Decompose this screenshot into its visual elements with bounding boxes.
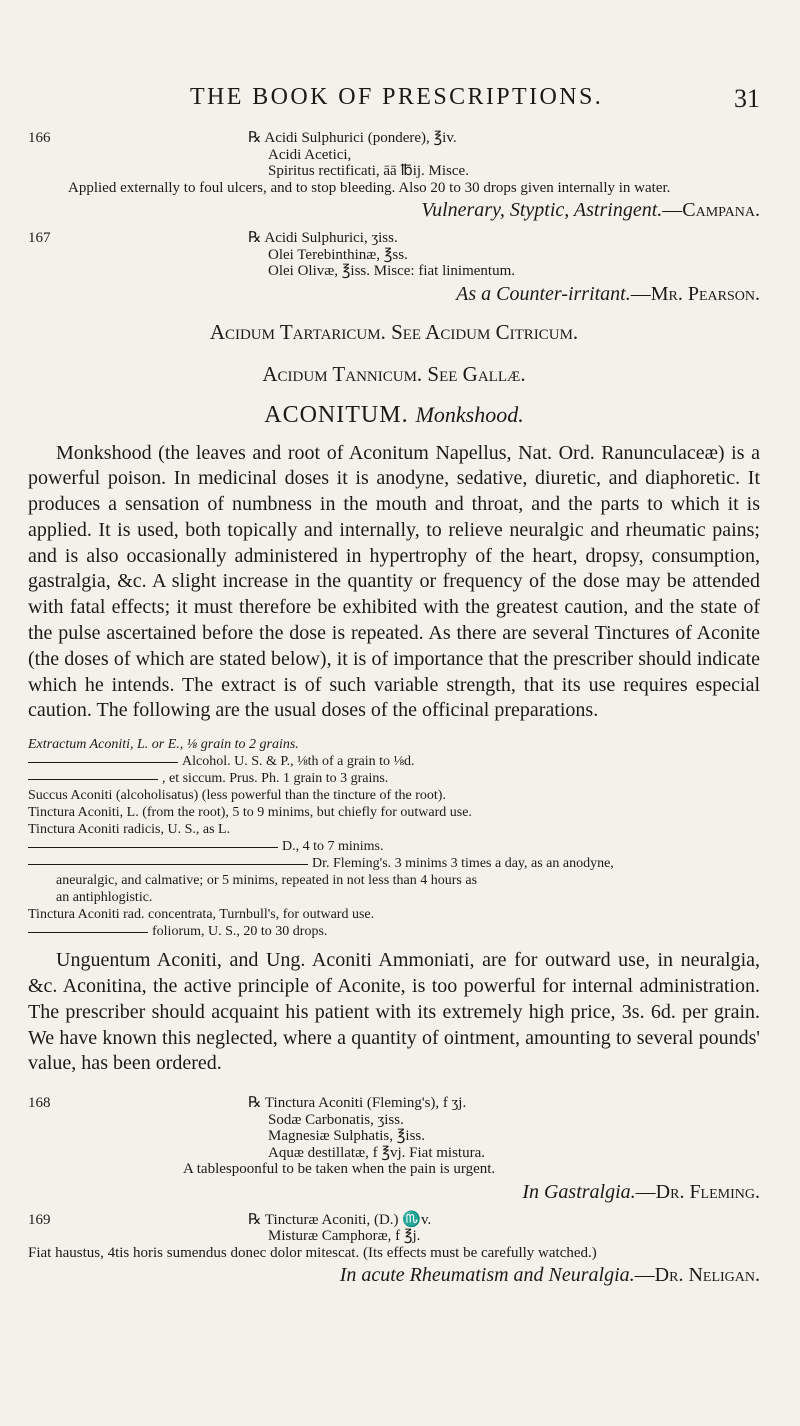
ditto-rule [28,762,178,763]
preparation-item: Tinctura Aconiti radicis, U. S., as L. [28,822,231,838]
preparation-text: Dr. Fleming's. 3 minims 3 times a day, as an anodyne, [312,856,614,872]
ditto-rule [28,779,158,780]
formula-ingredients [248,230,760,280]
ingredient-line: Olei Olivæ, ℥iss. Misce: fiat linimentum. [268,263,515,279]
ingredient-line: Aquæ destillatæ, f ℥vj. Fiat mistura. [268,1144,485,1161]
formula-note: A tablespoonful to be taken when the pain is urgent. [183,1161,496,1178]
section-title: ACONITUM. [264,401,409,428]
formula-ingredients [248,1095,760,1161]
section-subtitle: Monkshood. [415,401,524,427]
ingredient-line: Sodæ Carbonatis, ʒiss. [268,1111,404,1128]
formula-167 [28,230,760,280]
formula-note: Fiat haustus, 4tis horis sumendus donec dolor mitescat. (Its effects must be carefully watched.) [28,1244,597,1261]
formula-use: As a Counter-irritant. [456,282,631,305]
cross-reference: Acidum Tartaricum. See Acidum Citricum. [209,319,579,344]
formula-number: 166 [28,130,51,146]
formula-ingredients [248,1212,760,1245]
page-header [0,84,800,114]
ingredient-line: Misturæ Camphoræ, f ℥j. [268,1228,421,1245]
formula-attribution [28,196,760,224]
ditto-rule [28,864,308,865]
formula-attribution [28,1261,760,1289]
formula-author: —Dr. Neligan. [634,1264,760,1287]
preparation-item [28,770,760,787]
preparation-item [28,923,760,940]
formula-166 [28,130,760,180]
formula-author: —Campana. [662,199,760,221]
ingredient-line: ℞ Tinctura Aconiti (Fleming's), f ʒj. [248,1095,467,1112]
body-paragraph: Unguentum Aconiti, and Ung. Aconiti Ammoniati, are for outward use, in neuralgia, &c. Aconitina, the active principle of Aconite, is too powerful for internal administration. The prescriber should acquaint his patient with its extremely high price, 3s. 6d. per grain. We have known this neglected, where a quantity of ointment, amounting to several pounds' value, has been ordered. [28,949,760,1075]
ingredient-line: Olei Terebinthinæ, ℥ss. [268,246,408,263]
running-title: THE BOOK OF PRESCRIPTIONS. [190,84,604,110]
page-number: 31 [734,84,760,113]
formula-author: —Dr. Fleming. [635,1180,760,1203]
formula-ingredients [248,130,760,180]
ingredient-line: ℞ Acidi Sulphurici, ʒiss. [248,230,398,246]
formula-use: Vulnerary, Styptic, Astringent. [421,199,663,221]
formula-number: 167 [28,230,51,246]
preparation-item: Extractum Aconiti, L. or E., ⅛ grain to 2 grains. [28,737,299,753]
preparation-text: Alcohol. U. S. & P., ⅛th of a grain to ⅛d. [182,754,415,770]
page-body [28,130,760,1295]
ingredient-line: ℞ Acidi Sulphurici (pondere), ℥iv. [248,130,457,146]
preparation-item [28,838,760,855]
formula-use: In acute Rheumatism and Neuralgia. [339,1264,635,1287]
formula-number: 168 [28,1095,51,1112]
preparation-item: Succus Aconiti (alcoholisatus) (less powerful than the tincture of the root). [28,788,446,804]
formula-number: 169 [28,1211,51,1228]
formula-168 [28,1095,760,1178]
formula-attribution [28,280,760,308]
preparation-text: D., 4 to 7 minims. [282,839,384,855]
ingredient-line: Spiritus rectificati, āā ℔ij. Misce. [268,163,469,179]
preparations-list [28,736,760,940]
formula-author: —Mr. Pearson. [630,282,760,305]
formula-note: Applied externally to foul ulcers, and to stop bleeding. Also 20 to 30 drops given internally in water. [68,179,671,196]
formula-use: In Gastralgia. [522,1180,636,1203]
ingredient-line: Acidi Acetici, [268,146,352,163]
body-paragraph: Monkshood (the leaves and root of Aconitum Napellus, Nat. Ord. Ranunculaceæ) is a powerful poison. In medicinal doses it is anodyne, sedative, diuretic, and diaphoretic. It produces a sensation of numbness in the mouth and throat, and the parts to which it is applied. It is used, both topically and internally, to relieve neuralgic and rheumatic pains; and is also occasionally administered in hypertrophy of the heart, dropsy, consumption, gastralgia, &c. A slight increase in the quantity or frequency of the dose may be attended with fatal effects; it must therefore be exhibited with the greatest caution, and the state of the pulse ascertained before the dose is repeated. As there are several Tinctures of Aconite (the doses of which are stated below), it is of importance that the prescriber should indicate which he intends. The extract is of such variable strength, that its use requires especial caution. The following are the usual doses of the officinal preparations. [28,441,760,722]
ingredient-line: Magnesiæ Sulphatis, ℥iss. [268,1128,426,1145]
preparation-item: aneuralgic, and calmative; or 5 minims, repeated in not less than 4 hours as [56,873,478,889]
preparation-item: Tinctura Aconiti, L. (from the root), 5 to 9 minims, but chiefly for outward use. [28,805,472,821]
preparation-item [28,855,760,872]
ingredient-line: ℞ Tincturæ Aconiti, (D.) ♏v. [248,1211,432,1228]
ditto-rule [28,847,278,848]
formula-attribution [28,1178,760,1206]
preparation-item [28,753,760,770]
preparation-item: an antiphlogistic. [56,890,153,906]
formula-169 [28,1212,760,1245]
ditto-rule [28,932,148,933]
preparation-text: , et siccum. Prus. Ph. 1 grain to 3 grains. [162,771,389,787]
preparation-text: foliorum, U. S., 20 to 30 drops. [152,924,328,940]
preparation-item: Tinctura Aconiti rad. concentrata, Turnbull's, for outward use. [28,907,375,923]
cross-reference: Acidum Tannicum. See Gallæ. [262,361,526,386]
section-heading [28,402,760,429]
